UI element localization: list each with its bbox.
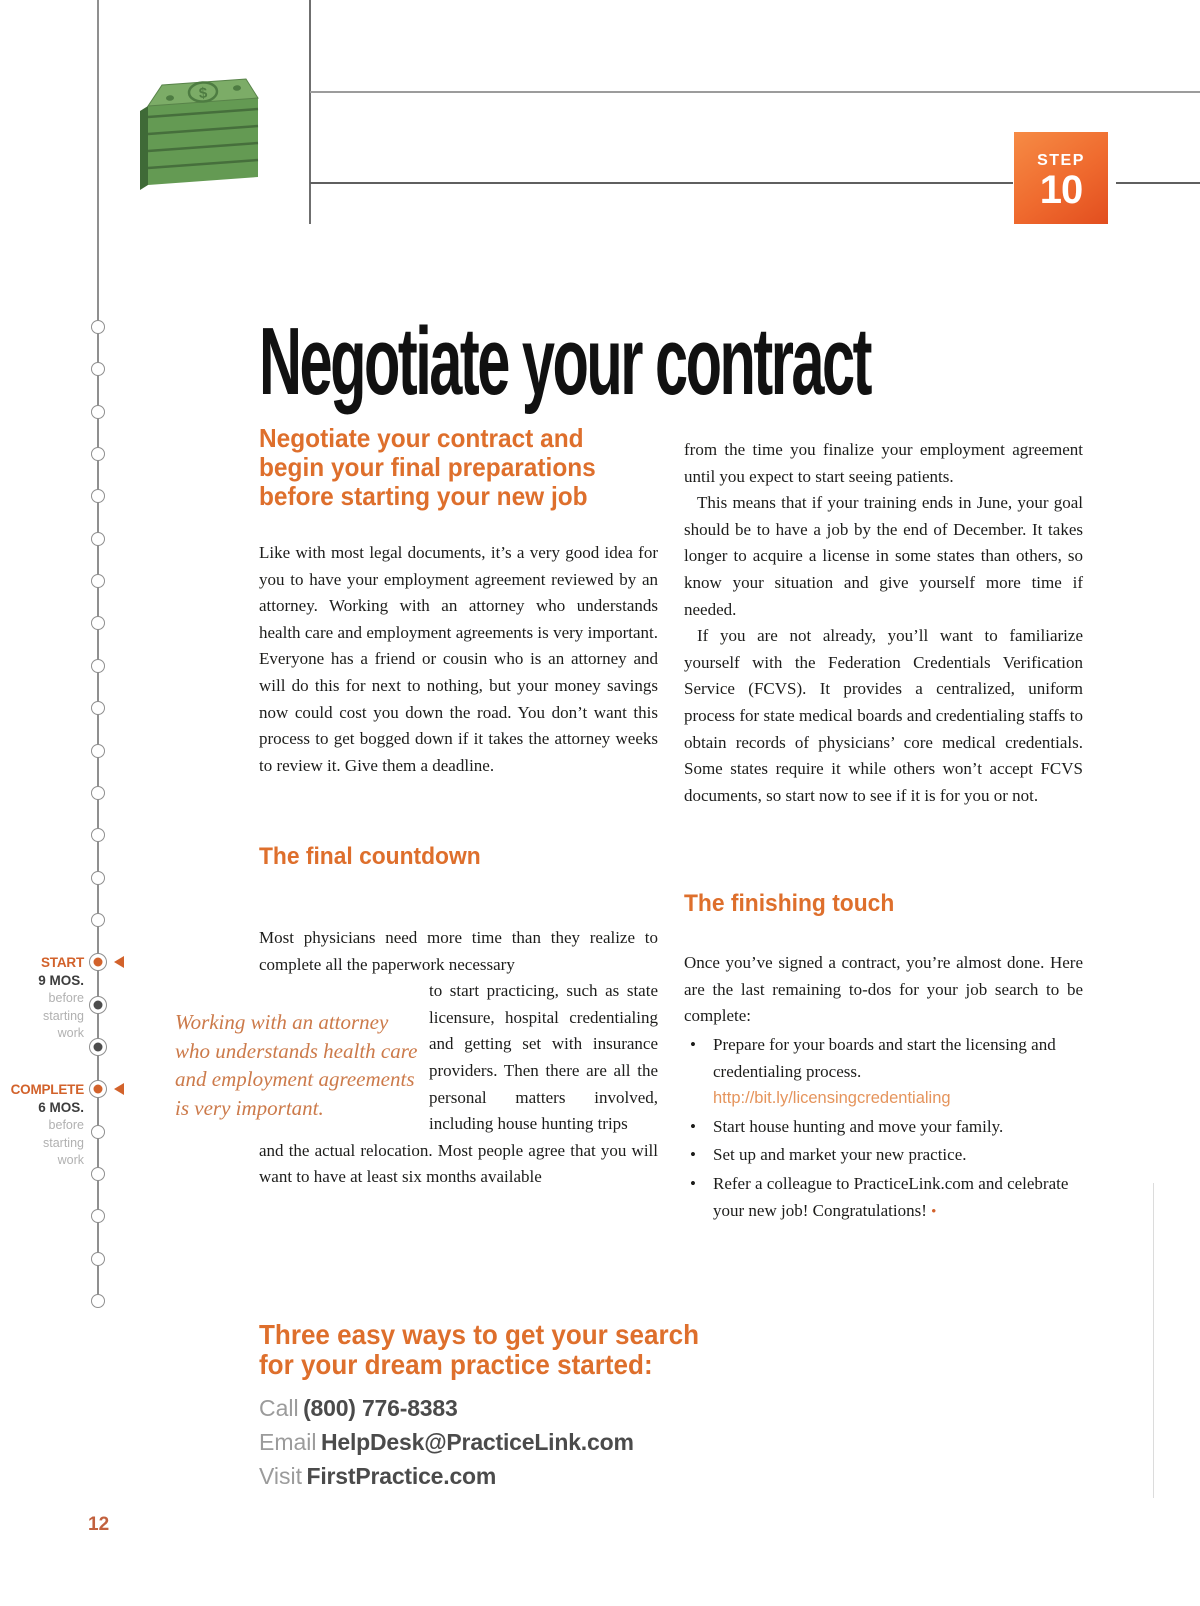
top-horizontal-rule-1 <box>310 91 1200 93</box>
timeline-dot <box>91 405 105 419</box>
timeline-dot <box>91 913 105 927</box>
timeline-dot <box>91 320 105 334</box>
money-stack-icon <box>140 78 260 197</box>
contact-list <box>259 1395 634 1497</box>
contact-call: Call (800) 776-8383 <box>259 1395 458 1421</box>
todo-list <box>684 1032 1086 1227</box>
left-column-paragraph-1: Like with most legal documents, it’s a very good idea for you to have your employment agreement reviewed by an attorney. Working with an attorney who understands health care and employment agreements is very important. Everyone has a friend or cousin who is an attorney and will do this for next to nothing, but your money savings now could cost you down the road. You don’t want this process to get bogged down if it takes the attorney weeks to review it. Give them a deadline. <box>259 543 658 775</box>
timeline-dot <box>91 701 105 715</box>
timeline-dot <box>91 532 105 546</box>
timeline-dot <box>91 1252 105 1266</box>
step-label: STEP <box>1037 152 1085 169</box>
timeline-dot-fill <box>94 1042 103 1051</box>
pull-quote: Working with an attorney who understands health care and employment agreements is very important. <box>175 1010 418 1120</box>
footer-heading: Three easy ways to get your search for your dream practice started: <box>259 1319 699 1380</box>
timeline-dot <box>91 616 105 630</box>
right-column-text: from the time you finalize your employment agreement until you expect to start seeing patients. This means that if your training ends in June, your goal should be to have a job by the end of December. It takes longer to acquire a license in some states than others, so know your situation and give yourself more time if needed. If you are not already, you’ll want to familiarize yourself with the Federation Credentials Verification Service (FCVS). It provides a centralized, uniform process for state medical boards and credentialing staffs to obtain records of physicians’ core medical credentials. Some states require it while others won’t accept FCVS documents, so start now to see if it is for you or not. <box>684 440 1083 805</box>
timeline-dot <box>89 996 107 1014</box>
timeline-dot-fill <box>94 1000 103 1009</box>
timeline-dot <box>91 1209 105 1223</box>
page-title: Negotiate your contract <box>259 308 871 415</box>
timeline-pointer-icon <box>114 956 124 968</box>
bullet-icon: • <box>690 1173 696 1193</box>
timeline-dot <box>91 1125 105 1139</box>
bullet-icon: • <box>690 1035 696 1054</box>
list-item: • Set up and market your new practice. <box>684 1142 1086 1169</box>
website-url[interactable]: FirstPractice.com <box>306 1463 497 1489</box>
right-column-paragraph-4: Once you’ve signed a contract, you’re almost done. Here are the last remaining to-dos for your job search to be complete: <box>684 953 1083 1026</box>
timeline-dot <box>91 447 105 461</box>
bullet-icon: • <box>690 1145 696 1165</box>
timeline-dot <box>91 744 105 758</box>
timeline-dot <box>91 362 105 376</box>
timeline-complete-dot <box>89 1080 107 1098</box>
list-item: • Prepare for your boards and start the licensing and credentialing process. http://bit.ly/licensingcredentialing <box>684 1032 1086 1112</box>
left-column-paragraph-2: Most physicians need more time than they realize to complete all the paperwork necessary to start practicing, such as state licensure, hospital credentialing and getting set with insurance providers. Then there are all the personal matters involved, including house hunting trips and the actual relocation. Most people agree that you will want to have at least six months available <box>259 928 658 1187</box>
timeline-complete-label: COMPLETE 6 MOS. before starting work <box>10 1082 84 1167</box>
top-horizontal-rule-2-right <box>1116 182 1200 184</box>
list-item: • Start house hunting and move your family. <box>684 1114 1086 1141</box>
final-countdown-heading: The final countdown <box>259 843 481 870</box>
top-vertical-rule <box>309 0 311 224</box>
finishing-touch-heading: The finishing touch <box>684 890 895 917</box>
phone-number: (800) 776-8383 <box>303 1395 458 1421</box>
svg-text:$: $ <box>198 84 208 103</box>
timeline-dot-fill <box>94 1085 103 1094</box>
intro-subhead: Negotiate your contract and begin your final preparations before starting your new job <box>259 423 596 511</box>
timeline-start-dot <box>89 953 107 971</box>
bottom-right-rule <box>1153 1183 1154 1498</box>
end-mark-icon: • <box>931 1203 937 1220</box>
timeline-dot <box>91 659 105 673</box>
bullet-icon: • <box>690 1116 696 1136</box>
step-number: 10 <box>1039 168 1083 212</box>
contact-visit: Visit FirstPractice.com <box>259 1463 497 1489</box>
timeline-dot <box>91 1167 105 1181</box>
timeline-dot <box>91 489 105 503</box>
timeline-dot <box>91 574 105 588</box>
timeline-start-label: START 9 MOS. before starting work <box>38 955 84 1040</box>
timeline-dot <box>91 786 105 800</box>
licensing-credentialing-link[interactable]: http://bit.ly/licensingcredentialing <box>713 1089 951 1108</box>
page-number: 12 <box>88 1514 110 1535</box>
timeline-dot <box>91 871 105 885</box>
timeline-dot <box>89 1038 107 1056</box>
timeline-dot <box>91 828 105 842</box>
step-badge <box>1014 132 1108 224</box>
timeline-dot <box>91 1294 105 1308</box>
contact-email: Email HelpDesk@PracticeLink.com <box>259 1429 634 1455</box>
timeline-pointer-icon <box>114 1083 124 1095</box>
timeline-dot-fill <box>94 958 103 967</box>
email-address[interactable]: HelpDesk@PracticeLink.com <box>320 1429 634 1455</box>
timeline-line <box>97 0 99 1301</box>
list-item: • Refer a colleague to PracticeLink.com and celebrate your new job! Congratulations! • <box>684 1171 1086 1225</box>
top-horizontal-rule-2-left <box>310 182 1013 184</box>
